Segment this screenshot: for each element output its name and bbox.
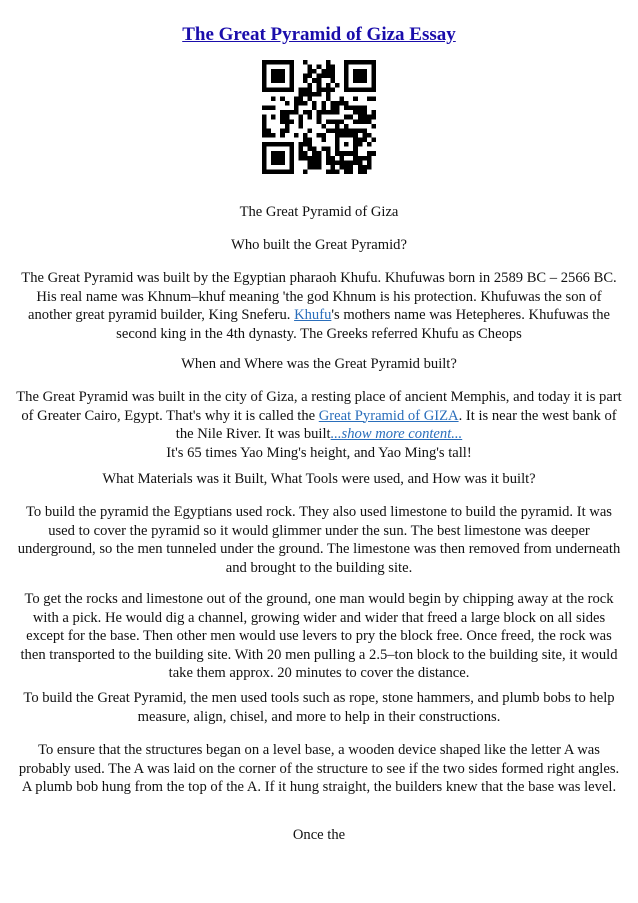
- paragraph-text: It's 65 times Yao Ming's height, and Yao Ming's tall!: [166, 444, 472, 461]
- paragraph-text: The Great Pyramid was built by the Egyptian pharaoh Khufu. Khufuwas born in 2589 BC – 2566 BC. His real name was Khnum–khuf meaning 'the god Khnum is his protection. Khufuwas the son of another great pyramid builder, King Sneferu.: [21, 270, 617, 323]
- paragraph-level-base: To ensure that the structures began on a level base, a wooden device shaped like the letter A was probably used. The A was laid on the corner of the structure to see if the two sides formed right angles. A plumb bob hung from the top of the A. If it hung straight, the builders knew that the base was level.: [18, 742, 620, 795]
- great-pyramid-of-giza-link[interactable]: Great Pyramid of GIZA: [318, 407, 459, 424]
- paragraph-who-built: [14, 269, 624, 343]
- paragraph-materials: To build the pyramid the Egyptians used rock. They also used limestone to build the pyramid. It was used to cover the pyramid so it would glimmer under the sun. The best limestone was deeper underground, so the men tunneled under the ground. The limestone was then removed from underneath and brought to the building site.: [17, 504, 621, 576]
- paragraph-continued: Once the: [292, 827, 346, 843]
- heading-when-where: When and Where was the Great Pyramid built?: [181, 356, 457, 372]
- paragraph-text: The Great Pyramid was built in the city of Giza, a resting place of ancient Memphis, and today it is part of Greater Cairo, Egypt. That's why it is called the: [16, 389, 622, 424]
- heading-who-built: Who built the Great Pyramid?: [231, 237, 407, 253]
- qr-code-icon: [262, 60, 376, 174]
- heading-materials-tools: What Materials was it Built, What Tools were used, and How was it built?: [102, 471, 536, 487]
- title-link[interactable]: The Great Pyramid of Giza Essay: [182, 24, 456, 45]
- heading-great-pyramid: The Great Pyramid of Giza: [239, 204, 399, 220]
- paragraph-text: . It is near the west bank of the Nile River. It was built: [175, 407, 617, 442]
- paragraph-text: 's mothers name was Hetepheres. Khufuwas the second king in the 4th dynasty. The Greeks referred Khufu as Cheops: [116, 307, 610, 342]
- paragraph-quarrying: To get the rocks and limestone out of the ground, one man would begin by chipping away at the rock with a pick. He would dig a channel, growing wider and wider that freed a large block on all sides except for the base. Then other men would use levers to pry the block free. Once freed, the rock was then transported to the building site. With 20 men pulling a 2.5–ton block to the building site, it would take them approx. 20 minutes to cover the distance.: [20, 591, 618, 681]
- khufu-link[interactable]: Khufu: [294, 307, 332, 323]
- show-more-content-link[interactable]: ...show more content...: [330, 426, 463, 442]
- document-title: [0, 24, 638, 46]
- paragraph-tools: To build the Great Pyramid, the men used tools such as rope, stone hammers, and plumb bobs to help measure, align, chisel, and more to help in their constructions.: [23, 690, 615, 725]
- paragraph-when-where: [14, 388, 624, 462]
